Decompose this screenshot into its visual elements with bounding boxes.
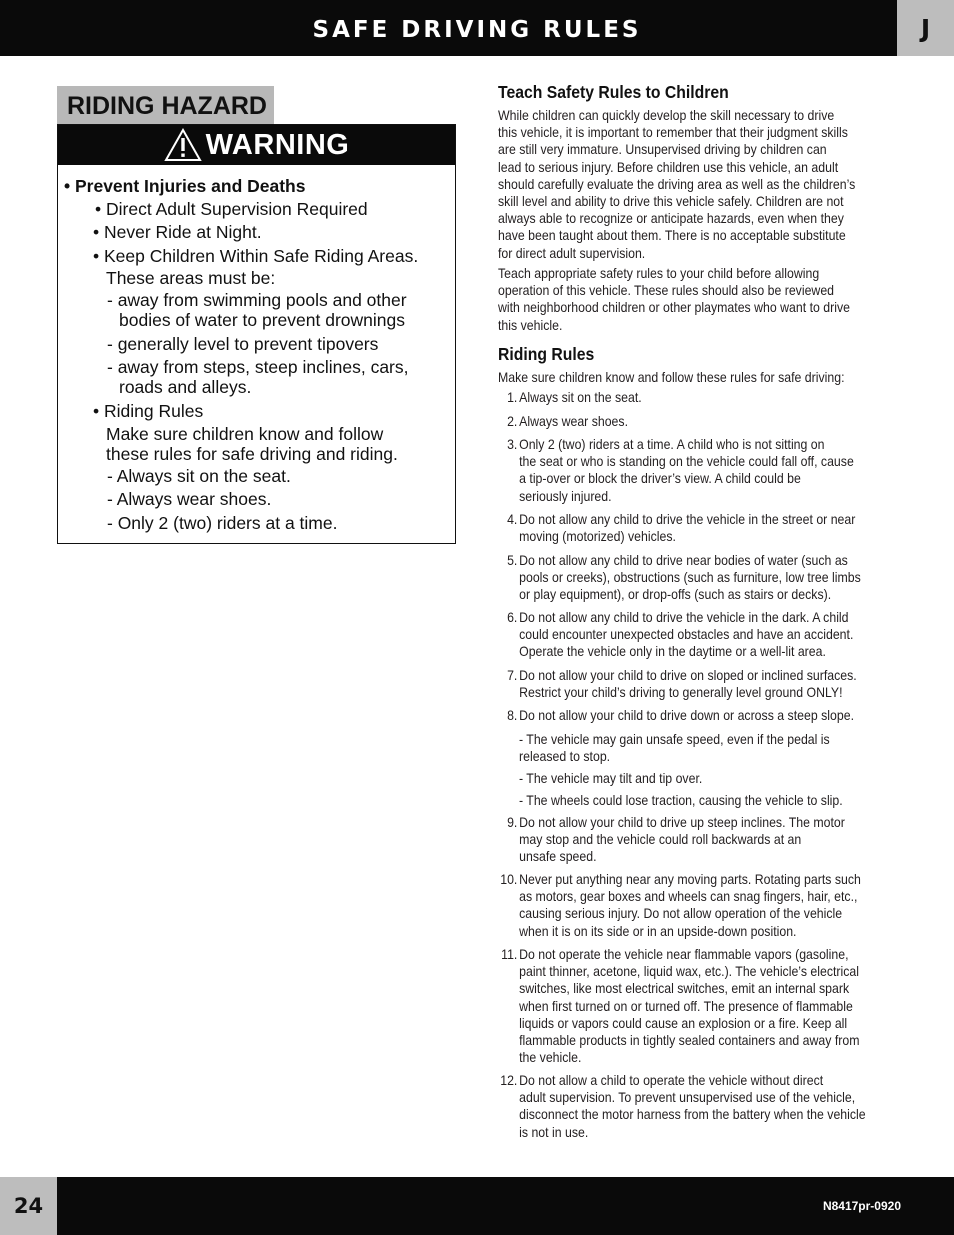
warning-line: bodies of water to prevent drownings: [119, 310, 405, 330]
section-letter-tab: J: [897, 0, 954, 56]
teach-safety-heading: Teach Safety Rules to Children: [498, 82, 729, 102]
page-number: 24: [0, 1177, 57, 1235]
warning-line: • Prevent Injuries and Deaths: [64, 176, 306, 196]
warning-header: [58, 125, 455, 165]
warning-label: WARNING: [205, 128, 350, 161]
warning-line: • Never Ride at Night.: [93, 222, 262, 242]
slope-subitem: - The vehicle may tilt and tip over.: [519, 770, 703, 786]
warning-line: these rules for safe driving and riding.: [106, 444, 398, 464]
warning-line: • Keep Children Within Safe Riding Areas.: [93, 246, 419, 266]
riding-hazard-title: RIDING HAZARD: [57, 86, 274, 124]
warning-line: • Riding Rules: [93, 401, 204, 421]
teach-paragraph-1: While children can quickly develop the skill necessary to drive this vehicle, it is important to remember that their judgment skills are still very immature. Unsupervised driving by children can lead to serious injury. Before children use this vehicle, an adult should carefully evaluate the driving area as well as the children’s skill level and ability to drive this vehicle safely. Children are not always able to recognize or anticipate hazards, even when they have been taught about them. There is no acceptable substitute for direct adult supervision.: [498, 107, 856, 261]
warning-line: - generally level to prevent tipovers: [107, 334, 379, 354]
warning-line: - Only 2 (two) riders at a time.: [107, 513, 338, 533]
slope-subitem: - The wheels could lose traction, causing the vehicle to slip.: [519, 792, 843, 808]
warning-line: • Direct Adult Supervision Required: [95, 199, 368, 219]
warning-line: - Always sit on the seat.: [107, 466, 291, 486]
slope-subitem: - The vehicle may gain unsafe speed, even if the pedal is released to stop.: [519, 731, 830, 765]
warning-line: - away from swimming pools and other: [107, 290, 407, 310]
teach-paragraph-2: Teach appropriate safety rules to your child before allowing operation of this vehicle. These rules should also be reviewed with neighborhood children or other playmates who want to drive this vehicle.: [498, 265, 851, 333]
warning-line: roads and alleys.: [119, 377, 252, 397]
warning-triangle-icon: [164, 128, 202, 162]
warning-line: These areas must be:: [106, 268, 276, 288]
footer-bar: [0, 1177, 954, 1235]
riding-rules-intro: Make sure children know and follow these rules for safe driving:: [498, 369, 845, 385]
warning-line: Make sure children know and follow: [106, 424, 384, 444]
warning-line: - Always wear shoes.: [107, 489, 272, 509]
document-code: N8417pr-0920: [822, 1199, 901, 1213]
warning-line: - away from steps, steep inclines, cars,: [107, 357, 409, 377]
page-header-title: SAFE DRIVING RULES: [312, 17, 642, 43]
riding-rules-heading: Riding Rules: [498, 344, 595, 364]
